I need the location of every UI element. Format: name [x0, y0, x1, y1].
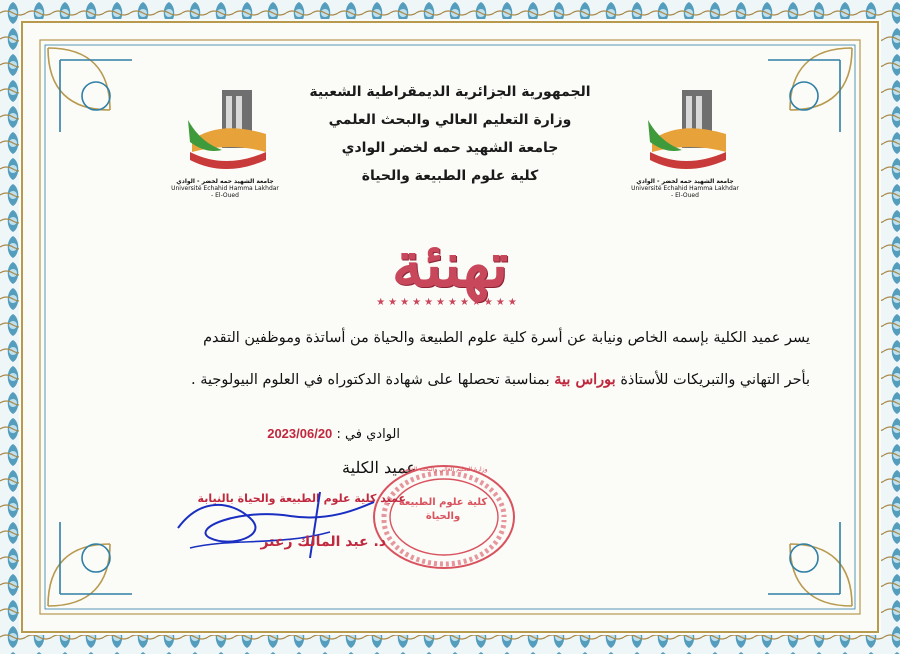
date-row — [240, 426, 400, 442]
stamp-outer-text: وزارة التعليم العالي والبحث العلمي — [400, 466, 488, 473]
body-line-2 — [110, 371, 810, 388]
dean-name: د. عبد المالك زعتر — [260, 534, 386, 550]
header-university: جامعة الشهيد حمه لخضر الوادي — [341, 140, 559, 156]
recipient-name: بوراس بية — [554, 371, 616, 388]
dean-title-stamp: عميد كلية علوم الطبيعة والحياة بالنيابة — [197, 492, 406, 505]
university-logo-right — [630, 80, 740, 190]
logo-caption-french: Université Echahid Hamma Lakhdar - El-Oued — [631, 185, 739, 199]
logo-caption-right — [630, 178, 740, 199]
corner-ornament-top-right — [768, 48, 852, 132]
logo-caption-french: Université Echahid Hamma Lakhdar - El-Oued — [171, 185, 279, 199]
logo-caption-arabic: جامعة الشهيد حمه لخضر - الوادي — [176, 178, 274, 185]
body-line-1: يسر عميد الكلية بإسمه الخاص ونيابة عن أسرة كلية علوم الطبيعة والحياة من أساتذة وموظفين التقدم — [203, 330, 810, 346]
stamp-center-text: كلية علوم الطبيعة والحياة — [398, 497, 488, 522]
header-faculty: كلية علوم الطبيعة والحياة — [361, 168, 539, 184]
congratulations-title: تهنئة — [391, 228, 509, 301]
header-republic: الجمهورية الجزائرية الديمقراطية الشعبية — [309, 84, 591, 100]
corner-ornament-bottom-right — [768, 522, 852, 606]
date-label: الوادي في : — [336, 427, 400, 442]
header-ministry: وزارة التعليم العالي والبحث العلمي — [328, 112, 572, 128]
date-value: 2023/06/20 — [267, 426, 333, 441]
corner-ornament-bottom-left — [48, 522, 132, 606]
body-line-2-end: بمناسبة تحصلها على شهادة الدكتوراه في العلوم البيولوجية . — [191, 372, 550, 388]
title-stars-decoration: ★★★★★★★★★★★★ — [376, 297, 520, 308]
logo-caption-arabic: جامعة الشهيد حمه لخضر - الوادي — [636, 178, 734, 185]
university-logo-left — [170, 80, 280, 190]
logo-caption-left — [170, 178, 280, 199]
handwritten-signature — [170, 488, 380, 564]
institution-header — [300, 78, 600, 190]
corner-ornament-top-left — [48, 48, 132, 132]
dean-role: عميد الكلية — [342, 458, 416, 477]
body-line-2-start: بأحر التهاني والتبريكات للأستاذة — [620, 372, 810, 388]
